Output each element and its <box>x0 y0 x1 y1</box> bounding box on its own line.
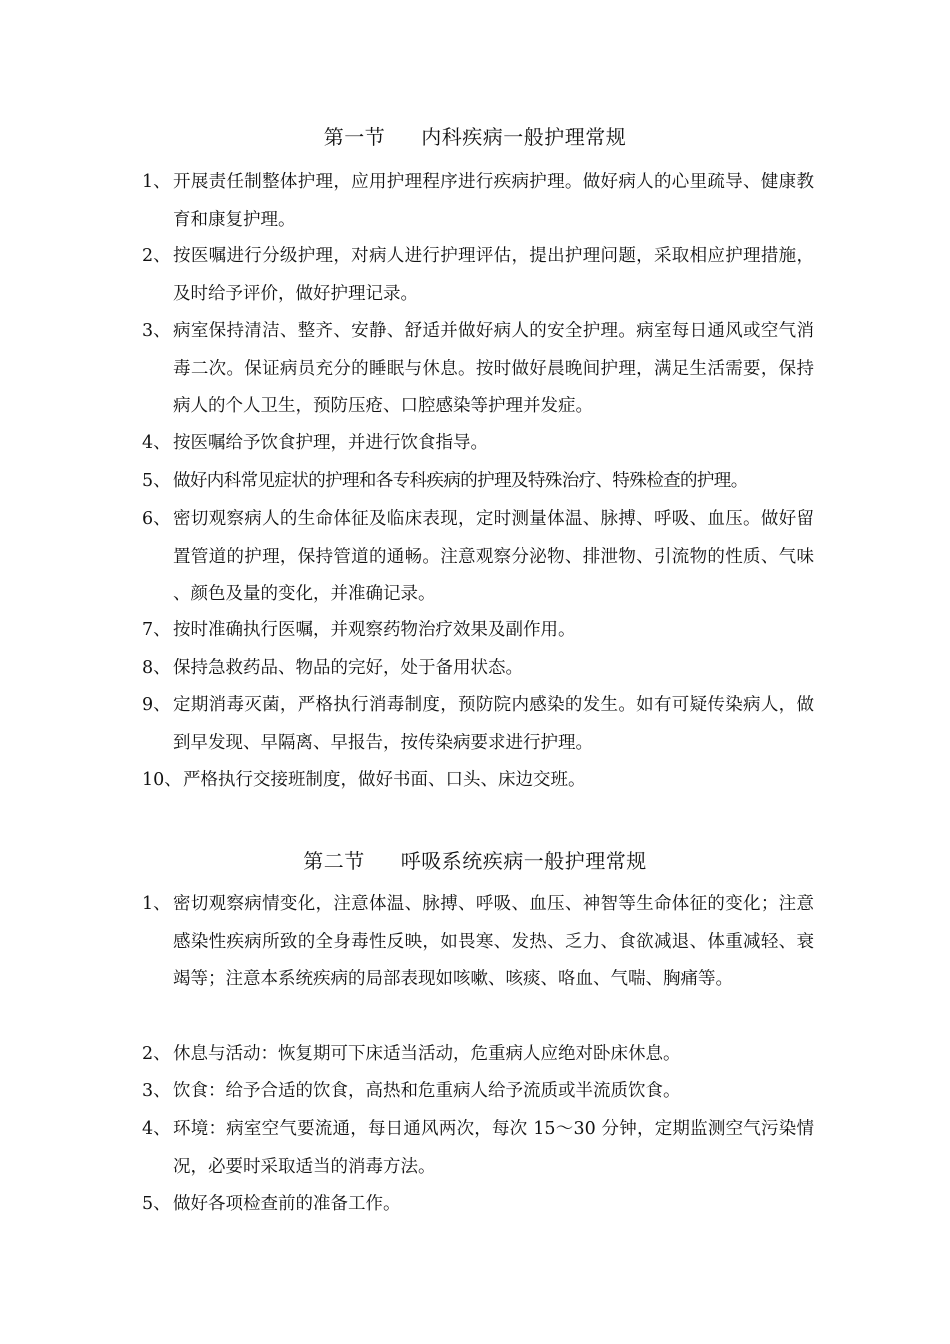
item-number: 6、 <box>142 509 171 529</box>
item-text: 密切观察病人的生命体征及临床表现，定时测量体温、脉搏、呼吸、血压。做好留置管道的护理，保持管道的通畅。注意观察分泌物、排泄物、引流物的性质、气味 、颜色及量的变化，并准确记录。 <box>173 509 814 604</box>
item-number: 5、 <box>142 1194 171 1214</box>
item-text: 病室保持清洁、整齐、安静、舒适并做好病人的安全护理。病室每日通风或空气消毒二次。保证病员充分的睡眠与休息。按时做好晨晚间护理，满足生活需要，保持病人的个人卫生，预防压疮、口腔感染等护理并发症。 <box>173 321 814 416</box>
section-1-title <box>0 121 950 150</box>
list-item <box>142 238 814 313</box>
item-number: 10、 <box>142 770 182 790</box>
item-text: 保持急救药品、物品的完好，处于备用状态。 <box>173 658 523 678</box>
item-number: 8、 <box>142 658 171 678</box>
item-number: 3、 <box>142 321 171 341</box>
item-number: 7、 <box>142 620 171 640</box>
item-number: 4、 <box>142 1119 171 1139</box>
item-number: 3、 <box>142 1081 171 1101</box>
item-text: 做好内科常见症状的护理和各专科疾病的护理及特殊治疗、特殊检查的护理。 <box>173 471 748 491</box>
item-number: 2、 <box>142 1044 171 1064</box>
section-2-heading: 呼吸系统疾病一般护理常规 <box>400 849 647 873</box>
item-number: 1、 <box>142 172 171 192</box>
section-1-heading: 内科疾病一般护理常规 <box>421 125 627 149</box>
list-item <box>142 1036 814 1074</box>
item-number: 2、 <box>142 246 171 266</box>
list-item <box>142 1186 814 1224</box>
item-text: 按医嘱给予饮食护理，并进行饮食指导。 <box>173 433 488 453</box>
item-text: 严格执行交接班制度，做好书面、口头、床边交班。 <box>183 770 586 790</box>
list-item <box>142 762 814 800</box>
item-text: 开展责任制整体护理，应用护理程序进行疾病护理。做好病人的心里疏导、健康教育和康复护理。 <box>173 172 814 230</box>
section-2-title <box>0 845 950 874</box>
item-text: 做好各项检查前的准备工作。 <box>173 1194 401 1214</box>
item-number: 5、 <box>142 471 171 491</box>
list-item <box>142 1111 814 1186</box>
list-item <box>142 164 814 239</box>
list-item <box>142 463 814 501</box>
list-item <box>142 425 814 463</box>
list-item <box>142 313 814 426</box>
item-number: 1、 <box>142 894 171 914</box>
list-item <box>142 650 814 688</box>
list-item <box>142 886 814 999</box>
list-item <box>142 687 814 762</box>
list-item <box>142 501 814 614</box>
item-text: 饮食：给予合适的饮食，高热和危重病人给予流质或半流质饮食。 <box>173 1081 681 1101</box>
item-text: 按医嘱进行分级护理，对病人进行护理评估，提出护理问题，采取相应护理措施，及时给予评价，做好护理记录。 <box>173 246 814 304</box>
item-number: 4、 <box>142 433 171 453</box>
section-2-number: 第二节 <box>303 849 365 873</box>
item-number: 9、 <box>142 695 171 715</box>
list-item <box>142 1073 814 1111</box>
section-1-number: 第一节 <box>323 125 386 149</box>
list-item <box>142 612 814 650</box>
item-text: 休息与活动：恢复期可下床适当活动，危重病人应绝对卧床休息。 <box>173 1044 681 1064</box>
item-text: 密切观察病情变化，注意体温、脉搏、呼吸、血压、神智等生命体征的变化；注意感染性疾病所致的全身毒性反映，如畏寒、发热、乏力、食欲减退、体重减轻、衰竭等；注意本系统疾病的局部表现如咳嗽、咳痰、咯血、气喘、胸痛等。 <box>173 894 814 989</box>
item-text: 按时准确执行医嘱，并观察药物治疗效果及副作用。 <box>173 620 576 640</box>
item-text: 定期消毒灭菌，严格执行消毒制度，预防院内感染的发生。如有可疑传染病人，做到早发现、早隔离、早报告，按传染病要求进行护理。 <box>173 695 814 753</box>
item-text: 环境：病室空气要流通，每日通风两次，每次 15～30 分钟，定期监测空气污染情况，必要时采取适当的消毒方法。 <box>173 1119 814 1177</box>
